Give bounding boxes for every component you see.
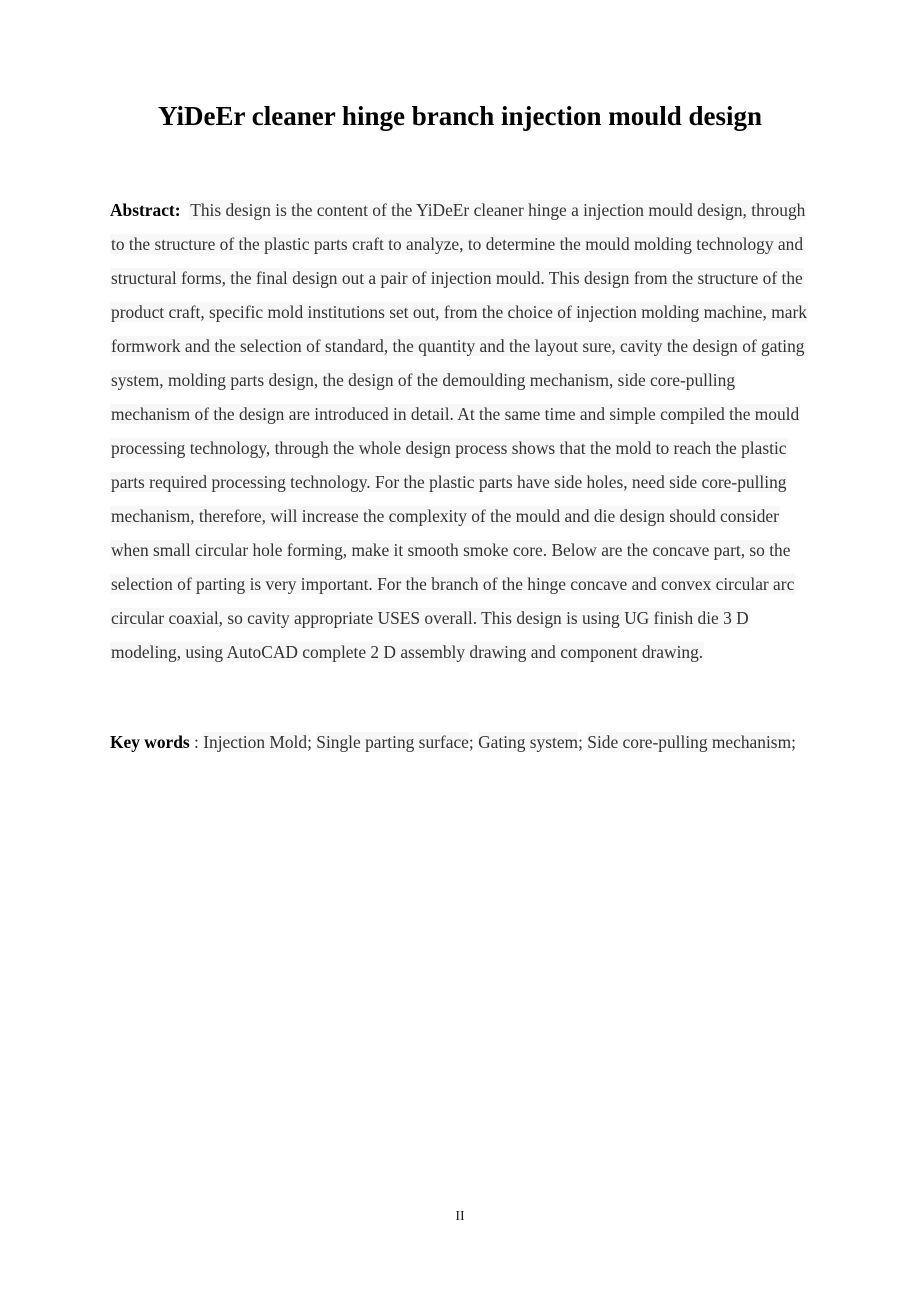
document-title: YiDeEr cleaner hinge branch injection mould design (157, 101, 763, 131)
keyword-separator: ; (468, 732, 474, 752)
abstract-paragraph (110, 193, 816, 669)
keywords-label-colon: : (189, 732, 204, 752)
keywords-paragraph (110, 724, 811, 760)
abstract-text: This design is the content of the YiDeEr cleaner hinge a injection mould design, through to the structure of the plastic parts craft to analyze, to determine the mould molding technology and structural forms, the final design out a pair of injection mould. This design from the structure of the product craft, specific mold institutions set out, from the choice of injection molding machine, mark formwork and the selection of standard, the quantity and the layout sure, cavity the design of gating system, molding parts design, the design of the demoulding mechanism, side core-pulling mechanism of the design are introduced in detail. At the same time and simple compiled the mould processing technology, through the whole design process shows that the mold to reach the plastic parts required processing technology. For the plastic parts have side holes, need side core-pulling mechanism, therefore, will increase the complexity of the mould and die design should consider when small circular hole forming, make it smooth smoke core. Below are the concave part, so the selection of parting is very important. For the branch of the hinge concave and convex circular arc circular coaxial, so cavity appropriate USES overall. This design is using UG finish die 3 D modeling, using AutoCAD complete 2 D assembly drawing and component drawing. (111, 200, 807, 662)
keyword-separator: ; (307, 732, 312, 752)
keyword-item: Gating system (478, 732, 579, 752)
keyword-item: Side core-pulling mechanism (587, 732, 792, 752)
keyword-item: Single parting surface (316, 732, 469, 752)
keyword-item: Injection Mold (203, 732, 308, 752)
page-number: II (455, 1209, 465, 1224)
keyword-separator: ; (578, 732, 583, 752)
keywords-label: Key words (110, 732, 190, 752)
abstract-label: Abstract: (110, 200, 181, 220)
keyword-separator: ; (791, 732, 796, 752)
